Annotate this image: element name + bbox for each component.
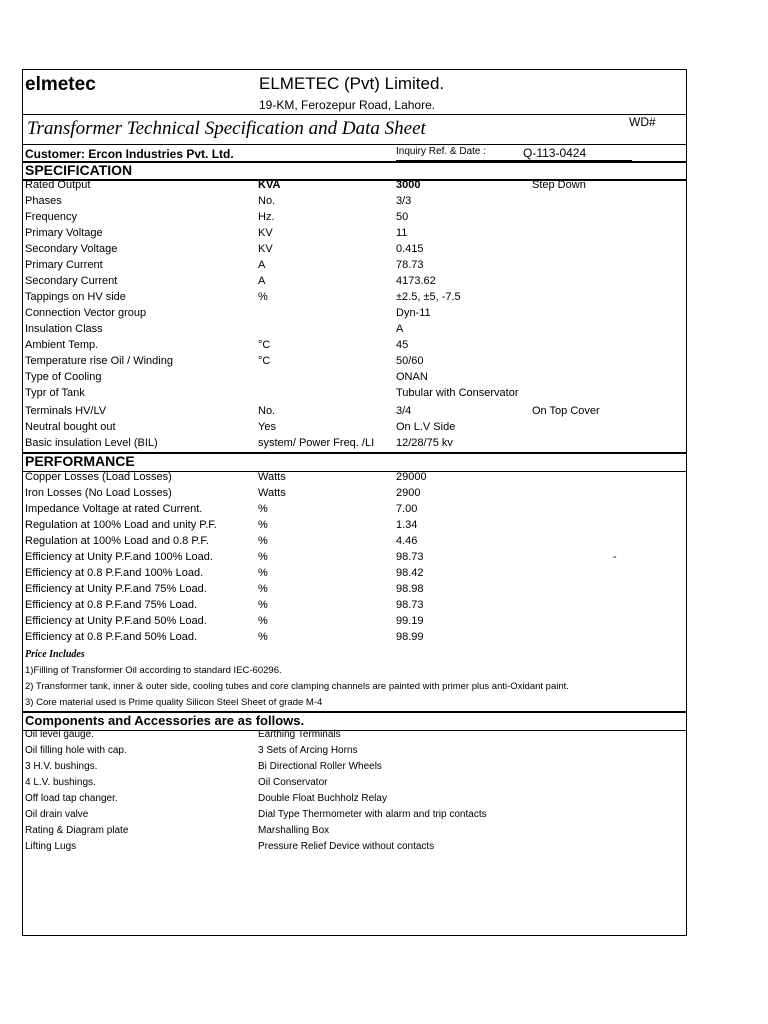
component-right: 3 Sets of Arcing Horns	[258, 745, 358, 756]
note-cell: On Top Cover	[532, 405, 600, 417]
value-cell: ONAN	[396, 371, 428, 383]
value-cell: 78.73	[396, 259, 424, 271]
unit-cell: %	[258, 631, 268, 643]
components-heading: Components and Accessories are as follows.	[25, 713, 305, 728]
parameter-cell: Neutral bought out	[25, 421, 116, 433]
unit-cell: %	[258, 615, 268, 627]
value-cell: Tubular with Conservator	[396, 387, 519, 399]
value-cell: 3000	[396, 179, 421, 191]
parameter-cell: Efficiency at 0.8 P.F.and 100% Load.	[25, 567, 204, 579]
company-name: ELMETEC (Pvt) Limited.	[259, 74, 445, 93]
price-note-3: 3) Core material used is Prime quality Silicon Steel Sheet of grade M-4	[25, 697, 323, 708]
value-cell: 29000	[396, 471, 427, 483]
component-right: Earthing Terminals	[258, 729, 341, 740]
table-row	[23, 599, 686, 615]
parameter-cell: Efficiency at Unity P.F.and 75% Load.	[25, 583, 207, 595]
value-cell: ±2.5, ±5, -7.5	[396, 291, 461, 303]
parameter-cell: Phases	[25, 195, 62, 207]
parameter-cell: Impedance Voltage at rated Current.	[25, 503, 203, 515]
value-cell: 0.415	[396, 243, 424, 255]
table-row	[23, 583, 686, 599]
parameter-cell: Primary Current	[25, 259, 103, 271]
parameter-cell: Type of Cooling	[25, 371, 102, 383]
parameter-cell: Secondary Current	[25, 275, 118, 287]
table-row	[23, 387, 686, 403]
table-row	[23, 487, 686, 503]
unit-cell: Hz.	[258, 211, 275, 223]
value-cell: 2900	[396, 487, 421, 499]
company-address: 19-KM, Ferozepur Road, Lahore.	[259, 98, 436, 112]
table-row	[23, 211, 686, 227]
title-divider	[23, 144, 686, 145]
table-row	[23, 405, 686, 421]
list-item	[23, 745, 686, 761]
unit-cell: °C	[258, 339, 271, 351]
unit-cell: KV	[258, 227, 273, 239]
component-right: Pressure Relief Device without contacts	[258, 841, 435, 852]
list-item	[23, 825, 686, 841]
parameter-cell: Terminals HV/LV	[25, 405, 107, 417]
table-row	[23, 243, 686, 259]
value-cell: 98.73	[396, 599, 424, 611]
unit-cell: %	[258, 567, 268, 579]
table-row	[23, 551, 686, 567]
table-row	[23, 323, 686, 339]
component-right: Dial Type Thermometer with alarm and trip contacts	[258, 809, 487, 820]
table-row	[23, 307, 686, 323]
parameter-cell: Frequency	[25, 211, 77, 223]
table-row	[23, 437, 686, 453]
parameter-cell: Rated Output	[25, 179, 91, 191]
unit-cell: %	[258, 551, 268, 563]
price-includes-heading: Price Includes	[25, 649, 85, 660]
component-left: Rating & Diagram plate	[25, 825, 129, 836]
parameter-cell: Connection Vector group	[25, 307, 147, 319]
value-cell: Dyn-11	[396, 307, 431, 319]
value-cell: 12/28/75 kv	[396, 437, 453, 449]
parameter-cell: Secondary Voltage	[25, 243, 118, 255]
value-cell: 98.98	[396, 583, 424, 595]
price-note-1: 1)Filling of Transformer Oil according to standard IEC-60296.	[25, 665, 282, 676]
unit-cell: A	[258, 275, 266, 287]
parameter-cell: Efficiency at Unity P.F.and 50% Load.	[25, 615, 207, 627]
table-row	[23, 535, 686, 551]
data-sheet	[22, 69, 687, 936]
unit-cell: %	[258, 535, 268, 547]
component-left: Oil filling hole with cap.	[25, 745, 127, 756]
list-item	[23, 777, 686, 793]
performance-table	[23, 471, 686, 647]
list-item	[23, 841, 686, 857]
unit-cell: %	[258, 519, 268, 531]
price-note-2: 2) Transformer tank, inner & outer side, cooling tubes and core clamping channels are painted with primer plus anti-Oxidant paint.	[25, 681, 569, 692]
unit-cell: Watts	[258, 471, 286, 483]
unit-cell: KVA	[258, 179, 281, 191]
unit-cell: °C	[258, 355, 271, 367]
brand-logo-text: elmetec	[25, 74, 96, 95]
table-row	[23, 291, 686, 307]
specification-heading: SPECIFICATION	[25, 162, 133, 178]
inquiry-value: Q-113-0424	[523, 146, 587, 160]
value-cell: 50/60	[396, 355, 424, 367]
component-left: Oil level gauge.	[25, 729, 94, 740]
table-row	[23, 567, 686, 583]
value-cell: 4173.62	[396, 275, 436, 287]
note-cell: Step Down	[532, 179, 586, 191]
value-cell: 11	[396, 227, 408, 239]
parameter-cell: Primary Voltage	[25, 227, 103, 239]
value-cell: 98.42	[396, 567, 424, 579]
table-row	[23, 471, 686, 487]
component-right: Double Float Buchholz Relay	[258, 793, 387, 804]
components-list	[23, 729, 686, 861]
table-row	[23, 371, 686, 387]
component-left: Lifting Lugs	[25, 841, 77, 852]
component-left: Off load tap changer.	[25, 793, 118, 804]
inquiry-label: Inquiry Ref. & Date :	[396, 146, 487, 157]
component-right: Marshalling Box	[258, 825, 330, 836]
value-cell: 1.34	[396, 519, 418, 531]
component-left: Oil drain valve	[25, 809, 89, 820]
list-item	[23, 761, 686, 777]
unit-cell: system/ Power Freq. /LI	[258, 437, 375, 449]
unit-cell: Watts	[258, 487, 286, 499]
header-divider	[23, 114, 686, 115]
table-row	[23, 631, 686, 647]
value-cell: 45	[396, 339, 409, 351]
parameter-cell: Copper Losses (Load Losses)	[25, 471, 172, 483]
table-row	[23, 421, 686, 437]
value-cell: A	[396, 323, 404, 335]
component-left: 4 L.V. bushings.	[25, 777, 96, 788]
table-row	[23, 519, 686, 535]
value-cell: 7.00	[396, 503, 418, 515]
unit-cell: No.	[258, 405, 276, 417]
table-row	[23, 227, 686, 243]
value-cell: On L.V Side	[396, 421, 456, 433]
table-row	[23, 503, 686, 519]
value-cell: 3/3	[396, 195, 412, 207]
parameter-cell: Typr of Tank	[25, 387, 85, 399]
parameter-cell: Ambient Temp.	[25, 339, 99, 351]
parameter-cell: Tappings on HV side	[25, 291, 126, 303]
table-row	[23, 259, 686, 275]
table-row	[23, 615, 686, 631]
list-item	[23, 809, 686, 825]
parameter-cell: Regulation at 100% Load and unity P.F.	[25, 519, 217, 531]
parameter-cell: Insulation Class	[25, 323, 103, 335]
table-row	[23, 339, 686, 355]
component-left: 3 H.V. bushings.	[25, 761, 98, 772]
table-row	[23, 355, 686, 371]
parameter-cell: Regulation at 100% Load and 0.8 P.F.	[25, 535, 209, 547]
table-row	[23, 275, 686, 291]
component-right: Oil Conservator	[258, 777, 328, 788]
wd-number-label: WD#	[629, 115, 656, 129]
unit-cell: Yes	[258, 421, 276, 433]
unit-cell: %	[258, 583, 268, 595]
unit-cell: A	[258, 259, 266, 271]
parameter-cell: Efficiency at 0.8 P.F.and 75% Load.	[25, 599, 198, 611]
unit-cell: %	[258, 503, 268, 515]
value-cell: 4.46	[396, 535, 418, 547]
value-cell: 3/4	[396, 405, 412, 417]
parameter-cell: Efficiency at Unity P.F.and 100% Load.	[25, 551, 213, 563]
performance-heading: PERFORMANCE	[25, 453, 135, 469]
list-item	[23, 729, 686, 745]
customer-name: Customer: Ercon Industries Pvt. Ltd.	[25, 147, 234, 161]
parameter-cell: Basic insulation Level (BIL)	[25, 437, 158, 449]
value-cell: 98.73	[396, 551, 424, 563]
parameter-cell: Temperature rise Oil / Winding	[25, 355, 173, 367]
table-row	[23, 195, 686, 211]
unit-cell: %	[258, 291, 268, 303]
parameter-cell: Efficiency at 0.8 P.F.and 50% Load.	[25, 631, 198, 643]
value-cell: 50	[396, 211, 409, 223]
unit-cell: KV	[258, 243, 273, 255]
component-right: Bi Directional Roller Wheels	[258, 761, 382, 772]
note-cell: -	[613, 551, 617, 563]
parameter-cell: Iron Losses (No Load Losses)	[25, 487, 172, 499]
list-item	[23, 793, 686, 809]
specification-table	[23, 179, 686, 451]
table-row	[23, 179, 686, 195]
document-title: Transformer Technical Specification and Data Sheet	[27, 118, 426, 139]
unit-cell: %	[258, 599, 268, 611]
unit-cell: No.	[258, 195, 276, 207]
value-cell: 98.99	[396, 631, 424, 643]
value-cell: 99.19	[396, 615, 424, 627]
